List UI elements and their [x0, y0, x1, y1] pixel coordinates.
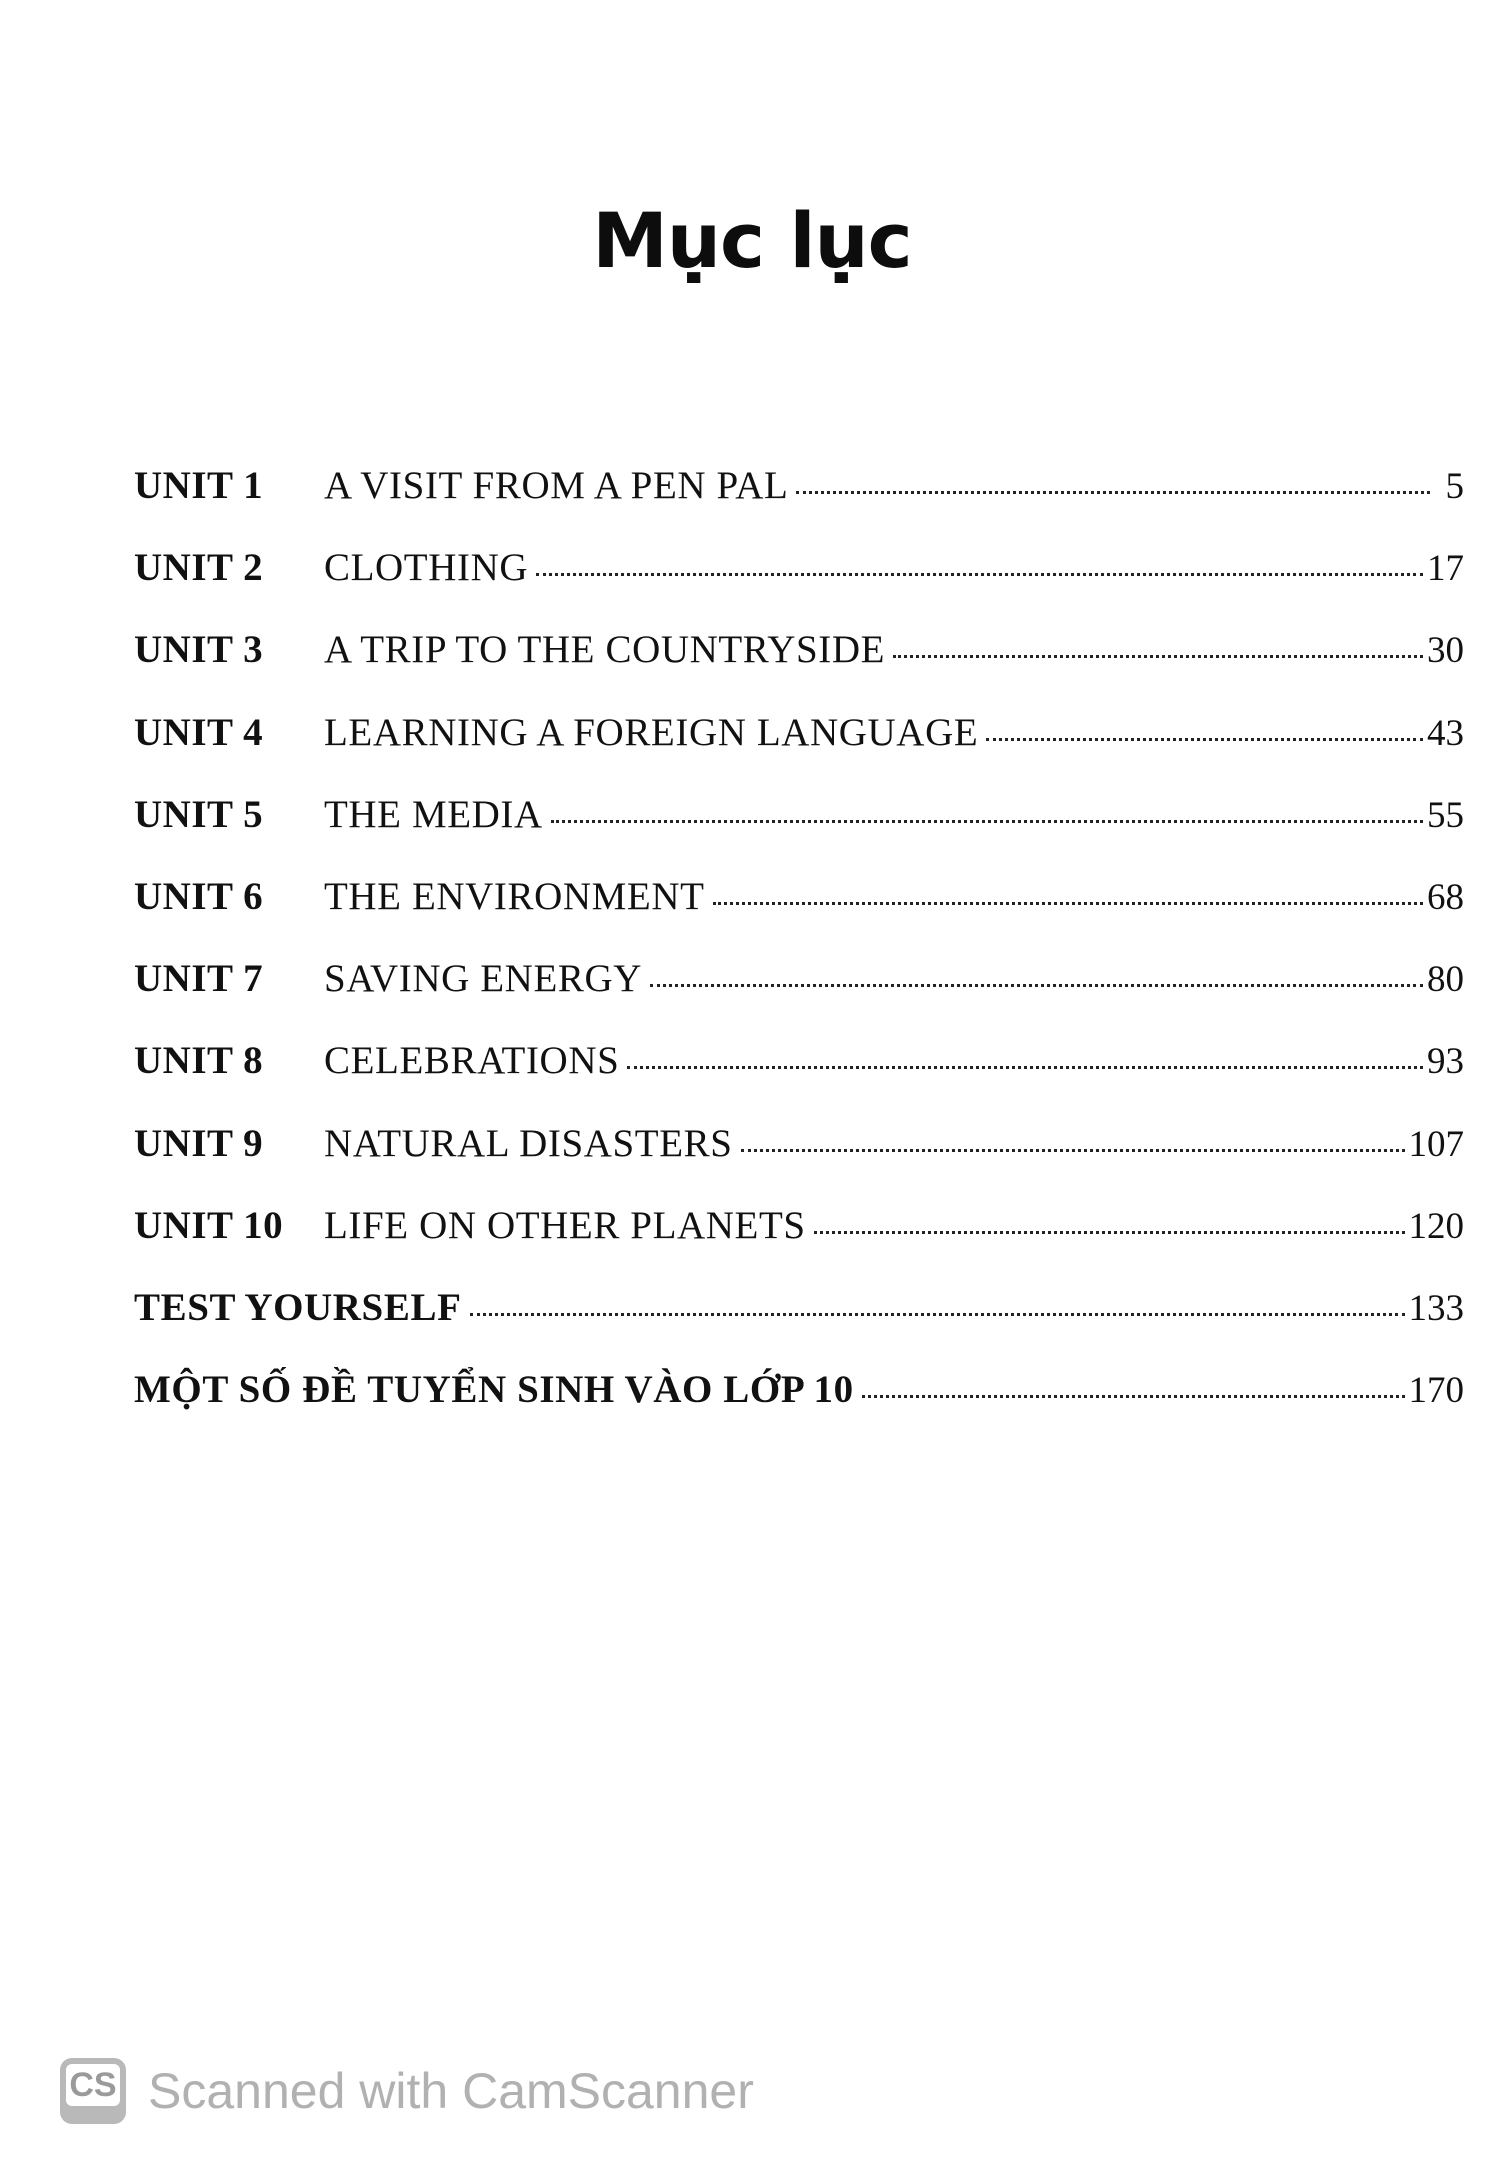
toc-entry-title: THE ENVIRONMENT: [324, 874, 705, 918]
toc-entry-title: LEARNING A FOREIGN LANGUAGE: [324, 710, 979, 754]
toc-page-number: 133: [1408, 1287, 1464, 1329]
toc-dot-leader: [713, 902, 1423, 905]
toc-page-number: 5: [1445, 466, 1464, 507]
toc-dot-leader: [551, 820, 1423, 823]
toc-unit-label: UNIT 9: [134, 1121, 264, 1165]
toc-page-number: 17: [1427, 548, 1464, 590]
toc-entry-unit-2[interactable]: [134, 548, 1464, 630]
toc-entry-title: THE MEDIA: [324, 792, 543, 836]
toc-dot-leader: [986, 738, 1423, 741]
toc-entry-unit-4[interactable]: [134, 710, 1464, 795]
toc-entry-title: LIFE ON OTHER PLANETS: [324, 1203, 806, 1247]
toc-unit-label: UNIT 4: [134, 710, 264, 754]
toc-page-number: 80: [1427, 959, 1464, 1001]
toc-page-number: 120: [1408, 1205, 1464, 1247]
toc-entry-unit-9[interactable]: [134, 1121, 1464, 1206]
toc-entry-title: TEST YOURSELF: [134, 1285, 462, 1329]
toc-page-number: 55: [1427, 794, 1464, 836]
toc-page-number: 30: [1427, 630, 1464, 672]
toc-entry-unit-5[interactable]: [134, 792, 1464, 877]
toc-dot-leader: [741, 1149, 1405, 1152]
toc-unit-label: UNIT 1: [134, 464, 264, 507]
toc-entry-title: A VISIT FROM A PEN PAL: [324, 464, 789, 507]
watermark-caption: Scanned with CamScanner: [148, 2063, 754, 2119]
toc-unit-label: UNIT 5: [134, 792, 264, 836]
toc-entry-entrance-exams[interactable]: [134, 1370, 1464, 1452]
toc-entry-unit-1[interactable]: [134, 466, 1464, 548]
toc-entry-unit-10[interactable]: [134, 1203, 1464, 1288]
toc-entry-unit-8[interactable]: [134, 1041, 1464, 1123]
toc-dot-leader: [627, 1066, 1423, 1069]
page-title: Mục lục: [592, 196, 912, 285]
toc-page-number: 170: [1408, 1370, 1464, 1412]
toc-page-number: 43: [1427, 712, 1464, 754]
toc-unit-label: UNIT 3: [134, 628, 264, 672]
toc-entry-unit-3[interactable]: [134, 630, 1464, 712]
toc-entry-test-yourself[interactable]: [134, 1285, 1464, 1370]
toc-page-number: 68: [1427, 876, 1464, 918]
toc-dot-leader: [814, 1231, 1405, 1234]
toc-unit-label: UNIT 6: [134, 874, 264, 918]
toc-entry-title: NATURAL DISASTERS: [324, 1121, 733, 1165]
camscanner-logo-text: CS: [66, 2064, 120, 2106]
camscanner-watermark: [60, 2058, 754, 2124]
toc-unit-label: UNIT 8: [134, 1039, 264, 1083]
toc-unit-label: UNIT 2: [134, 546, 264, 590]
toc-dot-leader: [796, 491, 1430, 494]
toc-page-number: 107: [1408, 1123, 1464, 1165]
toc-dot-leader: [650, 984, 1423, 987]
toc-dot-leader: [862, 1395, 1405, 1398]
toc-dot-leader: [893, 655, 1423, 658]
toc-entry-title: CLOTHING: [324, 546, 529, 590]
toc-entry-unit-6[interactable]: [134, 874, 1464, 959]
toc-unit-label: UNIT 7: [134, 957, 264, 1001]
toc-dot-leader: [470, 1313, 1405, 1316]
toc-entry-title: A TRIP TO THE COUNTRYSIDE: [324, 628, 886, 672]
toc-page-number: 93: [1427, 1041, 1464, 1083]
toc-entry-unit-7[interactable]: [134, 959, 1464, 1041]
toc-entry-title: MỘT SỐ ĐỀ TUYỂN SINH VÀO LỚP 10: [134, 1368, 854, 1412]
toc-unit-label: UNIT 10: [134, 1203, 284, 1247]
toc-dot-leader: [536, 573, 1423, 576]
camscanner-logo-icon: [60, 2058, 126, 2124]
table-of-contents: [134, 466, 1464, 1452]
toc-entry-title: SAVING ENERGY: [324, 957, 643, 1001]
toc-entry-title: CELEBRATIONS: [324, 1039, 620, 1083]
